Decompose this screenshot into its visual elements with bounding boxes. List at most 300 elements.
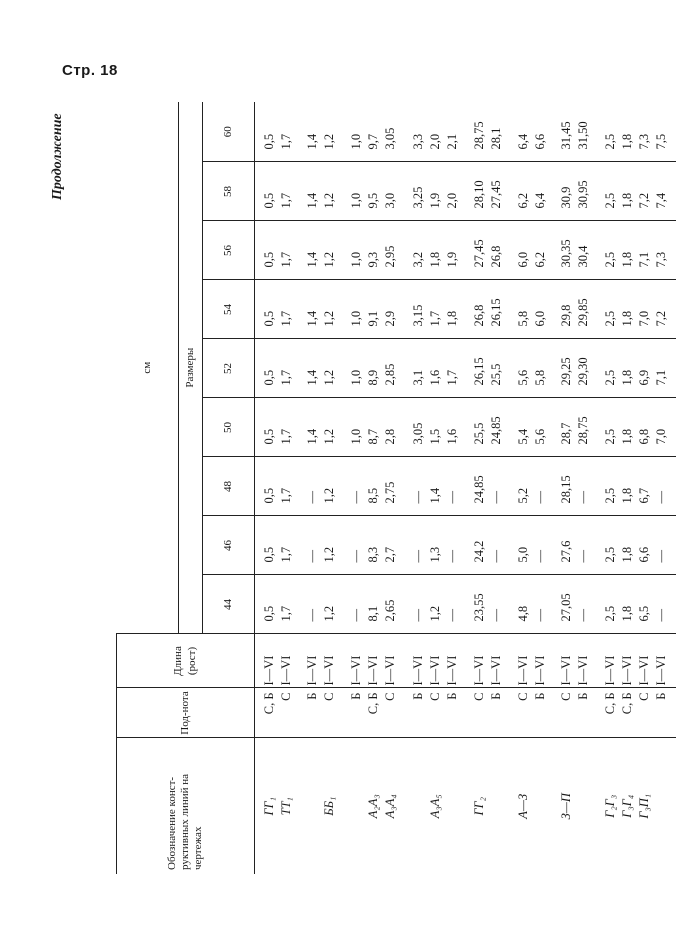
- value: —: [532, 609, 547, 622]
- value: 2,8: [382, 428, 397, 445]
- value-cell: [552, 221, 595, 280]
- subnote-cell: [404, 688, 466, 738]
- value: 6,6: [636, 546, 651, 563]
- value: 3,25: [410, 186, 425, 209]
- value: 1,7: [279, 192, 293, 209]
- value: 24,2: [472, 540, 487, 563]
- header-size-56: 56: [203, 221, 255, 280]
- header-length: Длина (рост): [117, 634, 255, 688]
- value: —: [489, 491, 504, 504]
- value: 30,95: [576, 180, 591, 209]
- value-cell: [509, 575, 552, 634]
- value: 26,15: [489, 298, 504, 327]
- length-cell-line: I—VI: [602, 655, 617, 686]
- value: 2,5: [602, 428, 617, 445]
- value: 1,8: [619, 546, 634, 563]
- value: 29,8: [559, 304, 574, 327]
- value-cell: [596, 516, 676, 575]
- value-cell: [404, 339, 466, 398]
- subnote-cell-line: Б: [532, 692, 547, 700]
- value: 0,5: [262, 369, 276, 386]
- value: 3,2: [410, 251, 425, 268]
- subnote-cell: [255, 688, 299, 738]
- subnote-cell-line: Б: [410, 692, 425, 700]
- value-cell: [465, 575, 508, 634]
- value-cell: [404, 102, 466, 162]
- designation-cell-line: А₂А₃: [365, 794, 380, 819]
- value-cell: [596, 162, 676, 221]
- value: 6,6: [532, 133, 547, 150]
- designation-cell: [465, 738, 508, 874]
- value: 8,5: [365, 487, 380, 504]
- value: 1,4: [305, 133, 320, 150]
- subnote-cell-line: Б: [489, 692, 504, 700]
- value: 28,75: [576, 416, 591, 445]
- value: 8,9: [365, 369, 380, 386]
- value: 1,2: [322, 251, 337, 268]
- value-cell: [509, 221, 552, 280]
- value-cell: [509, 398, 552, 457]
- value: —: [532, 491, 547, 504]
- subnote-cell: [596, 688, 676, 738]
- value-cell: [342, 575, 404, 634]
- subnote-cell-line: С: [279, 692, 293, 701]
- value-cell: [552, 280, 595, 339]
- designation-cell-line: [444, 739, 461, 875]
- value: 30,9: [559, 186, 574, 209]
- value: 1,0: [348, 251, 363, 268]
- designation-cell-line: ББ₁: [322, 796, 337, 816]
- value-cell: [509, 457, 552, 516]
- value: 0,5: [262, 251, 276, 268]
- value: 6,4: [532, 192, 547, 209]
- value: 1,2: [322, 192, 337, 209]
- value: 1,8: [444, 310, 459, 327]
- value: —: [576, 550, 591, 563]
- value: 2,1: [444, 133, 459, 150]
- value: 6,7: [636, 487, 651, 504]
- value-cell: [596, 339, 676, 398]
- length-cell-line: I—VI: [472, 655, 487, 686]
- value: 1,0: [348, 369, 363, 386]
- value: 1,8: [619, 192, 634, 209]
- value: 2,5: [602, 605, 617, 622]
- table-row: [255, 102, 299, 874]
- length-cell-line: I—VI: [444, 655, 459, 686]
- value-cell: [298, 575, 341, 634]
- table-row: [596, 102, 676, 874]
- header-designation: Обозначение конст-руктивных линий на чертежах: [117, 738, 255, 874]
- value-cell: [298, 457, 341, 516]
- value-cell: [342, 102, 404, 162]
- value: 6,2: [532, 251, 547, 268]
- value: 1,4: [305, 369, 320, 386]
- value: —: [348, 609, 363, 622]
- designation-cell-line: [304, 739, 321, 875]
- value-cell: [596, 398, 676, 457]
- value: 2,5: [602, 133, 617, 150]
- value-cell: [342, 221, 404, 280]
- designation-cell: [596, 738, 676, 874]
- value: 1,2: [322, 428, 337, 445]
- subnote-cell-line: С: [515, 692, 530, 701]
- value-cell: [552, 398, 595, 457]
- designation-cell-line: ГГ₂: [472, 796, 487, 816]
- subnote-cell-line: С: [322, 692, 337, 701]
- value: 23,55: [472, 593, 487, 622]
- value: 1,2: [322, 369, 337, 386]
- length-cell: [404, 634, 466, 688]
- header-size-44: 44: [203, 575, 255, 634]
- value-cell: [298, 339, 341, 398]
- value-cell: [552, 457, 595, 516]
- header-size-46: 46: [203, 516, 255, 575]
- value: 1,4: [305, 428, 320, 445]
- value-cell: [465, 221, 508, 280]
- value: 9,3: [365, 251, 380, 268]
- length-cell-line: I—VI: [515, 655, 530, 686]
- value: 1,8: [619, 487, 634, 504]
- value: 28,7: [559, 422, 574, 445]
- value-cell: [596, 221, 676, 280]
- length-cell-line: I—VI: [322, 655, 337, 686]
- value: 6,2: [515, 192, 530, 209]
- length-cell: [298, 634, 341, 688]
- value: 7,5: [653, 133, 668, 150]
- value-cell: [342, 162, 404, 221]
- value: 5,2: [515, 487, 530, 504]
- value-cell: [465, 398, 508, 457]
- value: —: [410, 550, 425, 563]
- value: 7,0: [636, 310, 651, 327]
- value: 1,8: [619, 133, 634, 150]
- length-cell-line: I—VI: [653, 655, 668, 686]
- value: 7,4: [653, 192, 668, 209]
- value: 3,05: [410, 422, 425, 445]
- value: —: [576, 491, 591, 504]
- value: 2,65: [382, 599, 397, 622]
- value: —: [305, 491, 320, 504]
- designation-cell-line: З—П: [559, 793, 574, 820]
- value: —: [489, 550, 504, 563]
- value-cell: [342, 339, 404, 398]
- value-cell: [552, 162, 595, 221]
- length-cell: [255, 634, 299, 688]
- value-cell: [404, 575, 466, 634]
- value: 2,0: [427, 133, 442, 150]
- designation-cell-line: Г₃Г₄: [619, 794, 634, 818]
- length-cell: [596, 634, 676, 688]
- length-cell: [509, 634, 552, 688]
- length-cell-line: I—VI: [305, 655, 320, 686]
- value-cell: [509, 102, 552, 162]
- value: —: [653, 550, 668, 563]
- value: 1,8: [619, 369, 634, 386]
- value: 0,5: [262, 605, 276, 622]
- value: —: [653, 609, 668, 622]
- designation-cell: [404, 738, 466, 874]
- value: 5,6: [532, 428, 547, 445]
- value: 1,2: [322, 546, 337, 563]
- value: —: [653, 491, 668, 504]
- length-cell-line: I—VI: [636, 655, 651, 686]
- value: 8,3: [365, 546, 380, 563]
- value-cell: [465, 457, 508, 516]
- header-size-58: 58: [203, 162, 255, 221]
- value: 1,5: [427, 428, 442, 445]
- value-cell: [255, 280, 299, 339]
- value: 5,4: [515, 428, 530, 445]
- subnote-cell-line: Б: [444, 692, 459, 700]
- value: 1,4: [305, 251, 320, 268]
- value-cell: [342, 516, 404, 575]
- value-cell: [255, 162, 299, 221]
- value: 1,8: [619, 428, 634, 445]
- value-cell: [552, 575, 595, 634]
- value-cell: [552, 516, 595, 575]
- subnote-cell: [342, 688, 404, 738]
- header-size-48: 48: [203, 457, 255, 516]
- value-cell: [404, 516, 466, 575]
- value-cell: [255, 398, 299, 457]
- value: 2,5: [602, 487, 617, 504]
- value: 1,2: [322, 310, 337, 327]
- header-size-60: 60: [203, 102, 255, 162]
- value: 26,8: [489, 245, 504, 268]
- value: 1,0: [348, 310, 363, 327]
- value: 1,7: [279, 369, 293, 386]
- subnote-cell-line: С: [472, 692, 487, 701]
- length-cell: [552, 634, 595, 688]
- value-cell: [342, 398, 404, 457]
- value: 1,9: [444, 251, 459, 268]
- length-cell-line: I—VI: [619, 655, 634, 686]
- value: 1,4: [305, 192, 320, 209]
- value-cell: [465, 102, 508, 162]
- value: 5,8: [515, 310, 530, 327]
- value: 4,8: [515, 605, 530, 622]
- table-row: [552, 102, 595, 874]
- value: 28,75: [472, 121, 487, 150]
- value: 2,5: [602, 546, 617, 563]
- designation-cell: [342, 738, 404, 874]
- value: 31,50: [576, 121, 591, 150]
- length-cell-line: I—VI: [365, 655, 380, 686]
- value: 1,8: [619, 605, 634, 622]
- value: 1,7: [444, 369, 459, 386]
- value: 1,9: [427, 192, 442, 209]
- length-cell-line: I—VI: [427, 655, 442, 686]
- designation-cell-line: ГГ₁: [262, 796, 276, 816]
- value: 8,1: [365, 605, 380, 622]
- value: 3,15: [410, 304, 425, 327]
- subnote-cell-line: С: [427, 692, 442, 701]
- value: 1,0: [348, 428, 363, 445]
- header-sizes-title: Размеры: [179, 102, 203, 634]
- designation-cell: [552, 738, 595, 874]
- length-cell-line: I—VI: [576, 655, 591, 686]
- value: 31,45: [559, 121, 574, 150]
- value-cell: [298, 221, 341, 280]
- header-size-52: 52: [203, 339, 255, 398]
- value: 28,1: [489, 127, 504, 150]
- value: 1,2: [322, 487, 337, 504]
- length-cell: [465, 634, 508, 688]
- value: 25,5: [472, 422, 487, 445]
- designation-cell-line: [410, 739, 427, 875]
- value: 6,8: [636, 428, 651, 445]
- value: 0,5: [262, 546, 276, 563]
- value: 1,0: [348, 133, 363, 150]
- value-cell: [342, 457, 404, 516]
- value: 3,1: [410, 369, 425, 386]
- value: 24,85: [472, 475, 487, 504]
- designation-cell-line: Г₃П₁: [636, 793, 651, 819]
- value: 7,2: [636, 192, 651, 209]
- length-cell-line: I—VI: [382, 655, 397, 686]
- value-cell: [596, 457, 676, 516]
- value: 1,8: [619, 310, 634, 327]
- subnote-cell-line: С, Б: [602, 692, 617, 715]
- value: 0,5: [262, 428, 276, 445]
- value-cell: [404, 280, 466, 339]
- value: 2,5: [602, 192, 617, 209]
- subnote-cell-line: С: [559, 692, 574, 701]
- value: 1,7: [279, 310, 293, 327]
- value: 1,2: [322, 605, 337, 622]
- header-size-50: 50: [203, 398, 255, 457]
- designation-cell-line: [488, 739, 505, 875]
- length-cell-line: I—VI: [262, 655, 276, 686]
- value: 7,2: [653, 310, 668, 327]
- subnote-cell: [465, 688, 508, 738]
- value: —: [576, 609, 591, 622]
- continuation-label: Продолжение: [50, 113, 65, 200]
- value-cell: [509, 162, 552, 221]
- value: 1,7: [279, 546, 293, 563]
- length-cell-line: I—VI: [410, 655, 425, 686]
- header-size-54: 54: [203, 280, 255, 339]
- value: 30,4: [576, 245, 591, 268]
- value: 28,15: [559, 475, 574, 504]
- length-cell: [342, 634, 404, 688]
- value: 7,1: [653, 369, 668, 386]
- value: 1,7: [279, 251, 293, 268]
- value: 2,75: [382, 481, 397, 504]
- value-cell: [298, 398, 341, 457]
- value: 7,3: [636, 133, 651, 150]
- value: 2,95: [382, 245, 397, 268]
- value-cell: [298, 102, 341, 162]
- subnote-cell-line: С: [382, 692, 397, 701]
- designation-cell-line: Г₂Г₃: [602, 794, 617, 818]
- value: 30,35: [559, 239, 574, 268]
- value: 9,1: [365, 310, 380, 327]
- value-cell: [552, 102, 595, 162]
- value: 3,0: [382, 192, 397, 209]
- value: —: [444, 491, 459, 504]
- value-cell: [596, 102, 676, 162]
- value: 1,8: [619, 251, 634, 268]
- designation-cell-line: [575, 739, 592, 875]
- length-cell-line: I—VI: [532, 655, 547, 686]
- value: 27,45: [489, 180, 504, 209]
- value: —: [410, 609, 425, 622]
- value-cell: [404, 221, 466, 280]
- value: 1,4: [427, 487, 442, 504]
- value: 27,6: [559, 540, 574, 563]
- value: 2,5: [602, 369, 617, 386]
- value: 6,9: [636, 369, 651, 386]
- value-cell: [404, 457, 466, 516]
- length-cell-line: I—VI: [348, 655, 363, 686]
- value: 8,7: [365, 428, 380, 445]
- sizes-table: [116, 102, 676, 874]
- value: 29,85: [576, 298, 591, 327]
- value: 5,8: [532, 369, 547, 386]
- subnote-cell-line: С, Б: [365, 692, 380, 715]
- table-row: [465, 102, 508, 874]
- value: —: [532, 550, 547, 563]
- value: 2,9: [382, 310, 397, 327]
- subnote-cell-line: Б: [653, 692, 668, 700]
- value: —: [305, 550, 320, 563]
- subnote-cell-line: С, Б: [262, 692, 276, 715]
- value: 1,2: [322, 133, 337, 150]
- value: 29,30: [576, 357, 591, 386]
- subnote-cell-line: Б: [348, 692, 363, 700]
- subnote-cell: [552, 688, 595, 738]
- value: 1,7: [279, 428, 293, 445]
- value: 1,6: [444, 428, 459, 445]
- value-cell: [298, 280, 341, 339]
- table-row: [509, 102, 552, 874]
- value: 27,45: [472, 239, 487, 268]
- value: 5,6: [515, 369, 530, 386]
- value: 24,85: [489, 416, 504, 445]
- value: 5,0: [515, 546, 530, 563]
- value: 6,0: [515, 251, 530, 268]
- value: 7,3: [653, 251, 668, 268]
- value: 0,5: [262, 310, 276, 327]
- value: —: [410, 491, 425, 504]
- value: —: [489, 609, 504, 622]
- value-cell: [342, 280, 404, 339]
- value-cell: [255, 457, 299, 516]
- value: 7,0: [653, 428, 668, 445]
- table-row: [298, 102, 341, 874]
- value-cell: [404, 398, 466, 457]
- designation-cell-line: А—З: [515, 793, 530, 819]
- header-unit: см: [140, 361, 153, 374]
- value: 1,7: [427, 310, 442, 327]
- designation-cell-line: А₃А₄: [382, 794, 397, 819]
- value: 1,2: [427, 605, 442, 622]
- value-cell: [596, 575, 676, 634]
- value-cell: [298, 162, 341, 221]
- value-cell: [404, 162, 466, 221]
- value: 1,7: [279, 487, 293, 504]
- designation-cell-line: А₃А₅: [427, 794, 442, 819]
- table-row: [404, 102, 466, 874]
- value: 0,5: [262, 487, 276, 504]
- value: 9,7: [365, 133, 380, 150]
- value: 0,5: [262, 192, 276, 209]
- designation-cell: [255, 738, 299, 874]
- value: —: [305, 609, 320, 622]
- value: 6,0: [532, 310, 547, 327]
- value: 2,5: [602, 251, 617, 268]
